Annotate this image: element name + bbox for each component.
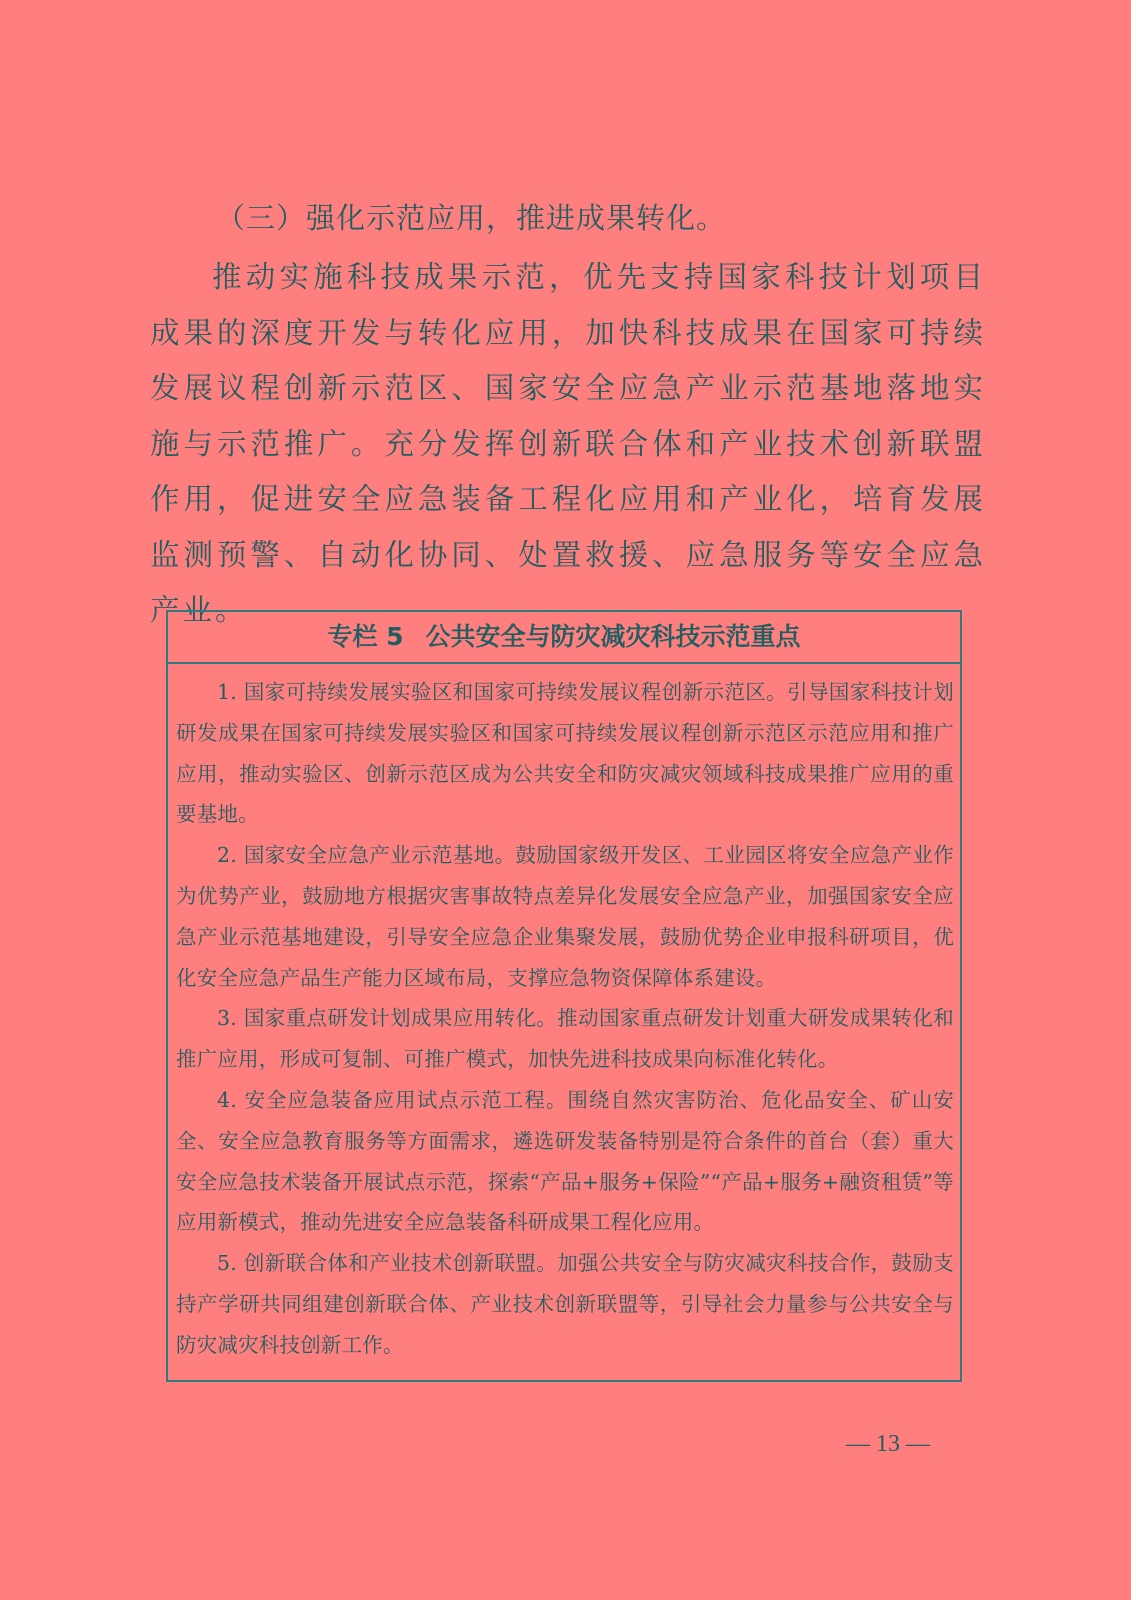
feature-box — [166, 610, 962, 1382]
box-header — [168, 612, 960, 664]
page-number: — 13 — — [846, 1431, 930, 1457]
box-item: 1. 国家可持续发展实验区和国家可持续发展议程创新示范区。引导国家科技计划研发成果在国家可持续发展实验区和国家可持续发展议程创新示范区示范应用和推广应用，推动实验区、创新示范区成为公共安全和防灾减灾领域科技成果推广应用的重要基地。 — [176, 680, 954, 827]
section-heading: （三）强化示范应用，推进成果转化。 — [216, 201, 727, 235]
box-title: 公共安全与防灾减灾科技示范重点 — [425, 622, 801, 651]
body-paragraph: 推动实施科技成果示范，优先支持国家科技计划项目成果的深度开发与转化应用，加快科技成果在国家可持续发展议程创新示范区、国家安全应急产业示范基地落地实施与示范推广。充分发挥创新联合体和产业技术创新联盟作用，促进安全应急装备工程化应用和产业化，培育发展监测预警、自动化协同、处置救援、应急服务等安全应急产业。 — [150, 260, 986, 627]
box-item: 4. 安全应急装备应用试点示范工程。围绕自然灾害防治、危化品安全、矿山安全、安全应急教育服务等方面需求，遴选研发装备特别是符合条件的首台（套）重大安全应急技术装备开展试点示范，探索“产品+服务+保险”“产品+服务+融资租赁”等应用新模式，推动先进安全应急装备科研成果工程化应用。 — [176, 1087, 954, 1235]
box-item: 5. 创新联合体和产业技术创新联盟。加强公共安全与防灾减灾科技合作，鼓励支持产学研共同组建创新联合体、产业技术创新联盟等，引导社会力量参与公共安全与防灾减灾科技创新工作。 — [176, 1251, 954, 1357]
box-item: 3. 国家重点研发计划成果应用转化。推动国家重点研发计划重大研发成果转化和推广应用，形成可复制、可推广模式，加快先进科技成果向标准化转化。 — [176, 1006, 954, 1072]
box-label: 专栏 5 — [327, 622, 404, 651]
box-item: 2. 国家安全应急产业示范基地。鼓励国家级开发区、工业园区将安全应急产业作为优势产业，鼓励地方根据灾害事故特点差异化发展安全应急产业，加强国家安全应急产业示范基地建设，引导安全应急企业集聚发展，鼓励优势企业申报科研项目，优化安全应急产品生产能力区域布局，支撑应急物资保障体系建设。 — [176, 843, 954, 990]
box-item-list — [168, 664, 960, 1366]
